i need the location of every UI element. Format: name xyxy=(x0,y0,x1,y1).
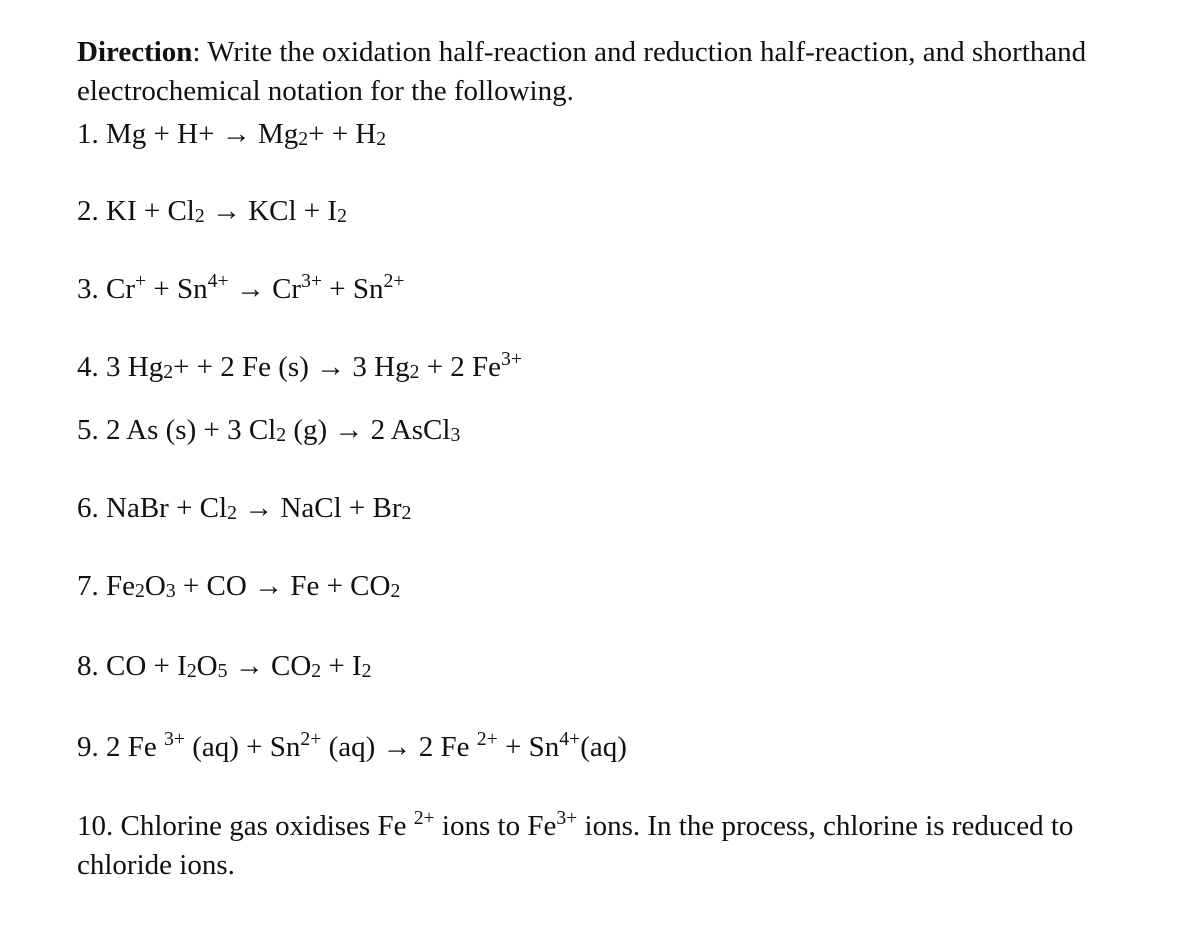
q2-part: → KCl + I xyxy=(204,195,338,227)
q8-subscript: 5 xyxy=(217,660,228,683)
q7-subscript: 2 xyxy=(390,580,401,603)
q6-subscript: 2 xyxy=(401,502,412,525)
q9-part: (aq) xyxy=(580,731,627,763)
q3-superscript: 4+ xyxy=(207,270,229,293)
q8-subscript: 2 xyxy=(361,660,372,683)
q4-subscript: 2 xyxy=(163,361,174,384)
q1-part: + + H xyxy=(308,118,377,150)
q7-part: O xyxy=(144,570,166,602)
q5-subscript: 3 xyxy=(450,424,461,447)
q4-part: 4. 3 Hg xyxy=(77,351,164,383)
q3-superscript: 3+ xyxy=(301,270,323,293)
question-10 xyxy=(77,807,1074,842)
q9-superscript: 2+ xyxy=(300,728,322,751)
q2-subscript: 2 xyxy=(337,205,347,228)
q6-subscript: 2 xyxy=(227,502,237,525)
q4-part: + 2 Fe xyxy=(419,351,502,383)
question-4 xyxy=(77,348,523,384)
q6-part: → NaCl + Br xyxy=(236,492,402,524)
question-5 xyxy=(77,416,460,445)
question-10-line-2 xyxy=(77,851,235,880)
q3-superscript: 2+ xyxy=(383,270,405,293)
direction-label: Direction xyxy=(77,36,193,68)
q5-part: (g) → 2 AsCl xyxy=(286,414,451,446)
q3-part: → Cr xyxy=(228,273,302,305)
q8-subscript: 2 xyxy=(311,660,322,683)
q4-part: + + 2 Fe (s) → 3 Hg xyxy=(173,351,410,383)
q9-part: (aq) + Sn xyxy=(184,731,301,763)
direction-line-1 xyxy=(77,38,1086,67)
direction-text-continued: electrochemical notation for the following. xyxy=(77,75,574,107)
question-9 xyxy=(77,728,627,763)
q8-part: → CO xyxy=(227,650,312,682)
q10-continued: chloride ions. xyxy=(77,849,235,881)
direction-line-2 xyxy=(77,77,574,106)
q10-superscript: 3+ xyxy=(556,807,578,830)
question-2 xyxy=(77,197,347,226)
q10-part: 10. Chlorine gas oxidises Fe xyxy=(77,810,414,842)
q1-part: 1. Mg + H+ → Mg xyxy=(77,118,299,150)
q3-part: + Sn xyxy=(146,273,208,305)
q3-part: 3. Cr xyxy=(77,273,135,305)
q8-subscript: 2 xyxy=(186,660,197,683)
q7-subscript: 3 xyxy=(165,580,176,603)
q10-superscript: 2+ xyxy=(413,807,435,830)
q5-part: 5. 2 As (s) + 3 Cl xyxy=(77,414,277,446)
q9-superscript: 3+ xyxy=(164,728,185,751)
question-3 xyxy=(77,270,405,305)
q10-part: ions. In the process, chlorine is reduced to xyxy=(577,810,1074,842)
q4-subscript: 2 xyxy=(409,361,420,384)
q8-part: O xyxy=(196,650,218,682)
q6-part: 6. NaBr + Cl xyxy=(77,492,228,524)
q1-subscript: 2 xyxy=(298,128,309,151)
direction-text: : Write the oxidation half-reaction and reduction half-reaction, and shorthand xyxy=(192,36,1087,68)
question-6 xyxy=(77,494,411,523)
q9-superscript: 2+ xyxy=(476,728,498,751)
q7-part: 7. Fe xyxy=(77,570,135,602)
q9-superscript: 4+ xyxy=(559,728,581,751)
question-8 xyxy=(77,652,372,681)
q2-part: 2. KI + Cl xyxy=(77,195,195,227)
q5-subscript: 2 xyxy=(276,424,287,447)
q10-part: ions to Fe xyxy=(434,810,557,842)
q8-part: + I xyxy=(321,650,362,682)
q3-superscript: + xyxy=(135,270,147,293)
question-7 xyxy=(77,572,400,601)
q7-subscript: 2 xyxy=(135,580,145,603)
q3-part: + Sn xyxy=(322,273,384,305)
q9-part: 9. 2 Fe xyxy=(77,731,164,763)
q4-superscript: 3+ xyxy=(501,348,523,371)
q2-subscript: 2 xyxy=(194,205,205,228)
q7-part: + CO → Fe + CO xyxy=(175,570,391,602)
q9-part: + Sn xyxy=(497,731,560,763)
question-1 xyxy=(77,120,386,149)
q9-part: (aq) → 2 Fe xyxy=(321,731,477,763)
q1-subscript: 2 xyxy=(376,128,387,151)
q8-part: 8. CO + I xyxy=(77,650,187,682)
